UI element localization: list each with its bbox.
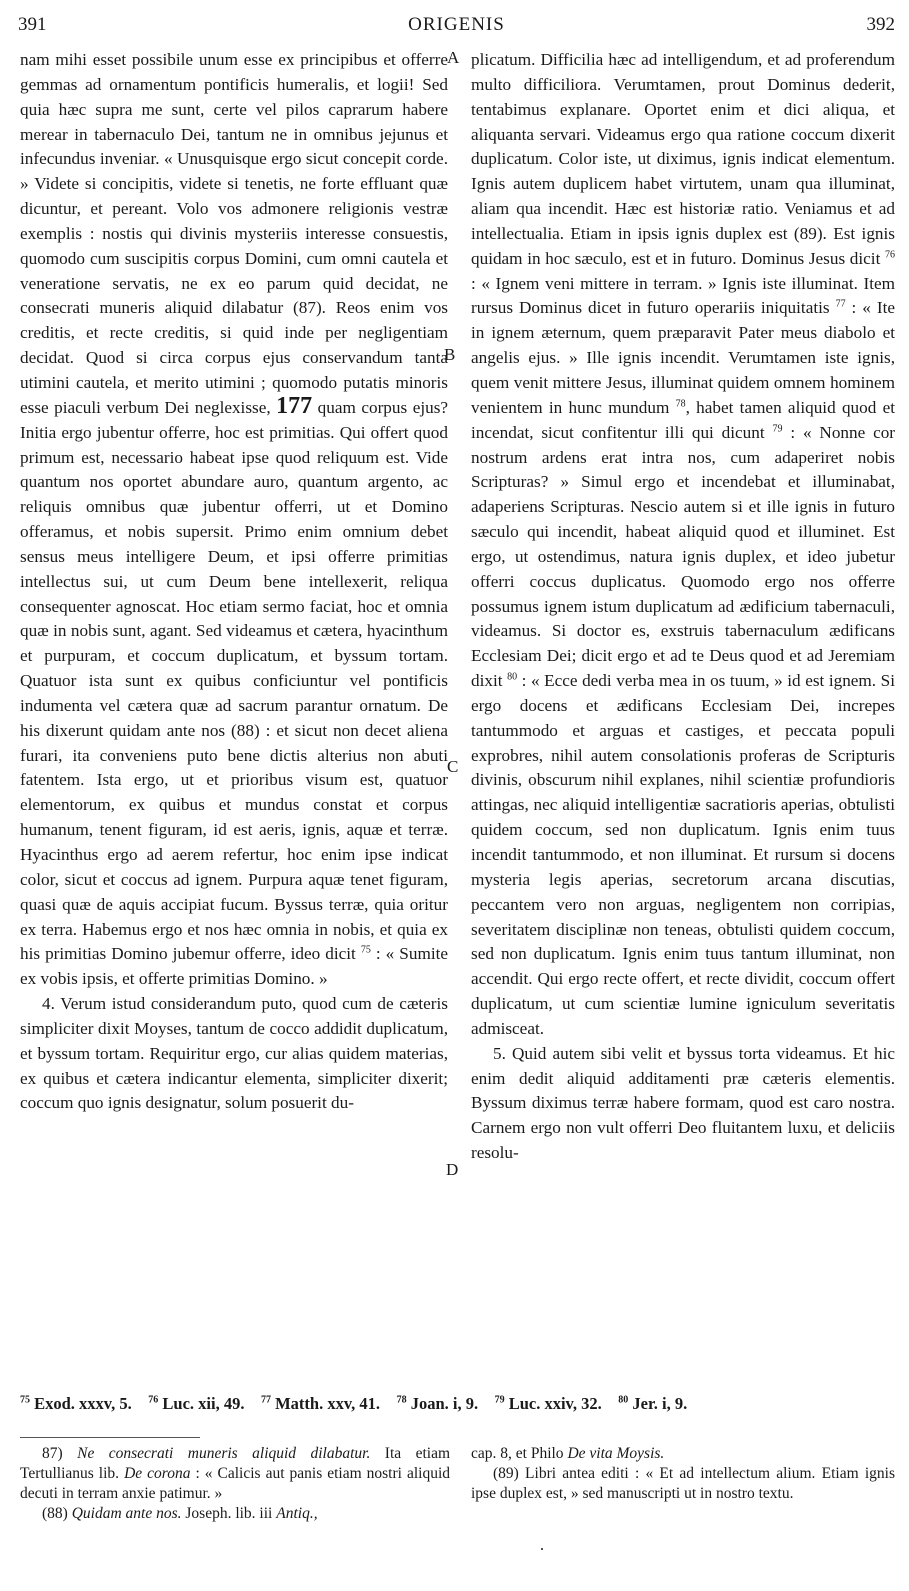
facing-page-number: 392 — [866, 14, 895, 35]
note-text: : « Calicis aut panis etiam nostri aliquid decuti in terram anxie patimur. » — [20, 1465, 451, 1502]
paragraph-3-text — [20, 48, 448, 992]
note-book-title: Antiq., — [276, 1505, 318, 1522]
ref-number: 76 — [148, 1394, 159, 1406]
scripture-ref — [618, 1394, 687, 1413]
right-column — [471, 48, 895, 1166]
text-span: , habet tamen aliquid quod et incendat, sicut confitentur illi qui dicunt — [471, 397, 896, 442]
text-span: nam mihi esset possibile unum esse ex principibus et offerre gemmas ad ornamentum pontificis humeralis, et logii! Sed quia hæc supra me sunt, certe vel pilos caprarum habere merear in tabernaculo Dei, tantum ne in omnibus jejunus et infecundus inveniar. « Unusquisque ergo sicut concepit corde. » Videte si concipitis, videte si tenetis, ne forte effluant quæ dicuntur, et pereant. Volo vos admonere religionis vestræ exemplis : nostis qui divinis mysteriis interesse consuestis, quomodo cum suscipitis corpus Domini, cum omni cautela et veneratione servatis, ne ex eo parum quid decidat, ne consecrati muneris aliquid dilabatur (87). Reos enim vos creditis, et recte creditis, si quid inde per negligentiam decidat. Quod si circa corpus ejus conservandum tanta utimini cautela, et merito utimini ; quomodo putatis minoris esse piaculi verbum Dei neglexisse, — [20, 50, 448, 417]
ref-number: 80 — [618, 1394, 629, 1406]
text-span: : « Ite in ignem æternum, quem præparavit Pater meus diabolo et angelis ejus. » Ille ignis incendit. Verumtamen iste ignis, quem venit mittere Jesus, illuminat quidem omnem hominem venientem in hunc mundum — [471, 298, 896, 417]
note-text: Ita etiam Tertullianus lib. — [20, 1445, 451, 1482]
margin-marker-d: D — [446, 1160, 459, 1179]
ref-text: Jer. i, 9. — [632, 1394, 688, 1413]
left-column — [20, 48, 448, 1116]
footnote-ref: 77 — [835, 298, 846, 310]
footnotes-left — [20, 1444, 450, 1524]
paragraph-5: 5. Quid autem sibi velit et byssus torta videamus. Et hic enim dedit aliquid additamenti præ cæteris elementis. Byssum diximus terræ habere formam, quod est caro nostra. Carnem ergo non vult offerri Deo fluitantem luxu, et deliciis resolu- — [471, 1043, 895, 1163]
note-lemma: Quidam ante nos. — [71, 1505, 182, 1522]
scripture-ref — [261, 1394, 380, 1413]
note-lemma: Ne consecrati muneris aliquid dilabatur. — [77, 1445, 371, 1462]
note-number: (89) — [493, 1465, 519, 1482]
page-header — [18, 14, 895, 40]
ref-text: Joan. i, 9. — [410, 1394, 479, 1413]
footnotes-right — [471, 1444, 895, 1504]
text-span: plicatum. Difficilia hæc ad intelligendum, et ad proferendum multo difficiliora. Verumtamen, prout Dominus dederit, tentabimus explanare. Oportet enim et dici aliqua, et aliquanta servari. Videamus ergo qua ratione coccum dixerit duplicatum. Color iste, ut diximus, ignis indicat elementum. Ignis autem duplicem habet virtutem, unam qua illuminat, aliam qua incendit. Hæc est historiæ ratio. Veniamus et ad intellectualia. Etiam in ipsis ignis duplex est (89). Est ignis quidam in hoc sæculo, est et in futuro. Dominus Jesus dicit — [471, 50, 895, 268]
ref-text: Exod. xxxv, 5. — [34, 1394, 132, 1413]
ref-text: Luc. xii, 49. — [162, 1394, 245, 1413]
note-book-title: De corona — [124, 1465, 191, 1482]
note-number: (88) — [42, 1505, 68, 1522]
note-text: cap. 8, et Philo — [471, 1445, 564, 1462]
text-span: : « Ecce dedi verba mea in os tuum, » id est ignem. Si ergo docens et ædificans Ecclesiam Dei, increpes tantummodo et arguas et castiges, et peccata populi exprobres, nihil autem consolationis proferas de Scripturis divinis, obscurum nihil explanes, nihil scientiæ profundioris attingas, nec aliquid intelligentiæ sacratioris aperias, obtulisti quidem coccum, sed non duplicatum. Ignis enim tuus incendit tantummodo, et non illuminat. Et rursum si docens mysteria legis aperias, secretorum arcana discutias, peccantem vero non arguas, negligentem non corripias, severitatem disciplinæ non teneas, obtulisti quidem coccum, sed non duplicatum. Ignis enim tuus tantum illuminat, non accendit. Qui ergo recte offert, et recte dividit, coccum offert duplicatum, ut cum scientiæ lumine igniculum severitatis admisceat. — [471, 671, 895, 1038]
paragraph-continuation — [471, 48, 895, 1042]
print-speck — [541, 1548, 543, 1550]
note-text: Joseph. lib. iii — [185, 1505, 273, 1522]
running-title: ORIGENIS — [408, 14, 505, 35]
scripture-ref — [397, 1394, 479, 1413]
text-span: : « Sumite ex vobis ipsis, et offerte primitias Domino. » — [20, 944, 448, 989]
paragraph-4: 4. Verum istud considerandum puto, quod cum de cæteris simpliciter dixit Moyses, tantum de cocco addidit duplicatum, et byssum tortam. Requiritur ergo, cur alias quidem materias, ex quibus et cætera indicantur elementa, simpliciter dixerit; coccum quo ignis designatur, solum posuerit du- — [20, 994, 448, 1113]
footnote-88 — [20, 1504, 450, 1524]
footnote-ref: 75 — [360, 944, 371, 956]
text-span: : « Ignem veni mittere in terram. » Ignis iste illuminat. Item rursus Dominus dicet in futuro operariis iniquitatis — [471, 273, 895, 318]
text-span: quam corpus ejus? Initia ergo jubentur offerre, hoc est primitias. Qui offert quod primum est, necessario habeat ipse quod reliquum est. Vide quantum nos oportet abundare auro, quantum argento, ac reliquis omnibus quæ jubentur offerri, ut et Domino offeramus, et nobis supersit. Primo enim omnium debet sensus meus intelligere Deum, et ipsi offerre primitias intellectus sui, ut cum Deum bene intellexerit, reliqua consequenter agnoscat. Hoc etiam sermo faciat, hoc et omnia quæ in nobis sunt, agant. Sed videamus et cætera, hyacinthum et purpuram, et coccum duplicatum, et byssum tortam. Quatuor ista sunt ex quibus conficiuntur vel pontificis indumenta vel cætera quæ ad sacrum parantur ornatum. De his dixerunt quidam ante nos (88) : et sicut non decet aliena furari, ita conveniens puto bene dictis alterius non abuti fatentem. Ista ergo, ut et prioribus visum est, quatuor elementorum, ex quibus et mundus constat et corpus humanum, tenent figuram, id est aeris, ignis, aquæ et terræ. Hyacinthus ergo ad aerem refertur, hoc enim ipse indicat color, sicut et coccus ad ignem. Purpura aquæ tenet figuram, quasi quæ de aquis accipiat fucum. Byssus terræ, quia oritur ex terra. Habemus ergo et nos hæc omnia in nobis, et quia ex his primitias Domino jubemur offerre, ideo dicit — [20, 397, 449, 964]
page-number: 391 — [18, 14, 47, 35]
footnote-87 — [20, 1444, 450, 1504]
margin-marker-a: A — [447, 48, 460, 67]
scripture-ref — [148, 1394, 244, 1413]
margin-marker-c: C — [447, 757, 459, 776]
note-text: Libri antea editi : « Et ad intellectum alium. Etiam ignis ipse duplex est, » sed manuscripti ut in nostro textu. — [471, 1465, 895, 1502]
column-number: 177 — [276, 392, 313, 419]
text-span: : « Nonne cor nostrum ardens erat intra nos, cum adaperiret nobis Scripturas? » Simul ergo et incendebat et illuminabat, adaperiens Scripturas. Nescio autem si et ille ignis in futuro sæculo qui incendit, habeat aliquid quod et illuminet. Est ergo, ut ostendimus, natura ignis duplex, et ideo jubetur offerri coccus duplicatus. Quomodo ergo nos offerre possumus ignem istum duplicatum ad ædificium tabernaculi, videamus. Si doctor es, exstruis tabernaculum ædificans Ecclesiam Dei; dicit ergo et ad te Deus quod et ad Jeremiam dixit — [471, 422, 896, 691]
scripture-ref — [20, 1394, 132, 1413]
footnote-divider — [20, 1437, 200, 1438]
margin-marker-b: B — [444, 345, 456, 364]
ref-number: 78 — [396, 1394, 407, 1406]
note-number: 87) — [42, 1445, 63, 1462]
scripture-references — [20, 1394, 900, 1414]
ref-number: 75 — [20, 1394, 30, 1406]
ref-text: Luc. xxiv, 32. — [508, 1394, 602, 1413]
footnote-ref: 79 — [772, 422, 783, 434]
ref-number: 77 — [260, 1394, 271, 1406]
scripture-ref — [495, 1394, 602, 1413]
footnote-89 — [471, 1464, 895, 1504]
footnote-ref: 76 — [885, 249, 895, 261]
footnote-ref: 80 — [507, 671, 518, 683]
ref-number: 79 — [494, 1394, 505, 1406]
note-book-title: De vita Moysis. — [567, 1445, 665, 1462]
footnote-ref: 78 — [675, 398, 686, 410]
footnote-88-continuation — [471, 1444, 895, 1464]
ref-text: Matth. xxv, 41. — [275, 1394, 381, 1413]
